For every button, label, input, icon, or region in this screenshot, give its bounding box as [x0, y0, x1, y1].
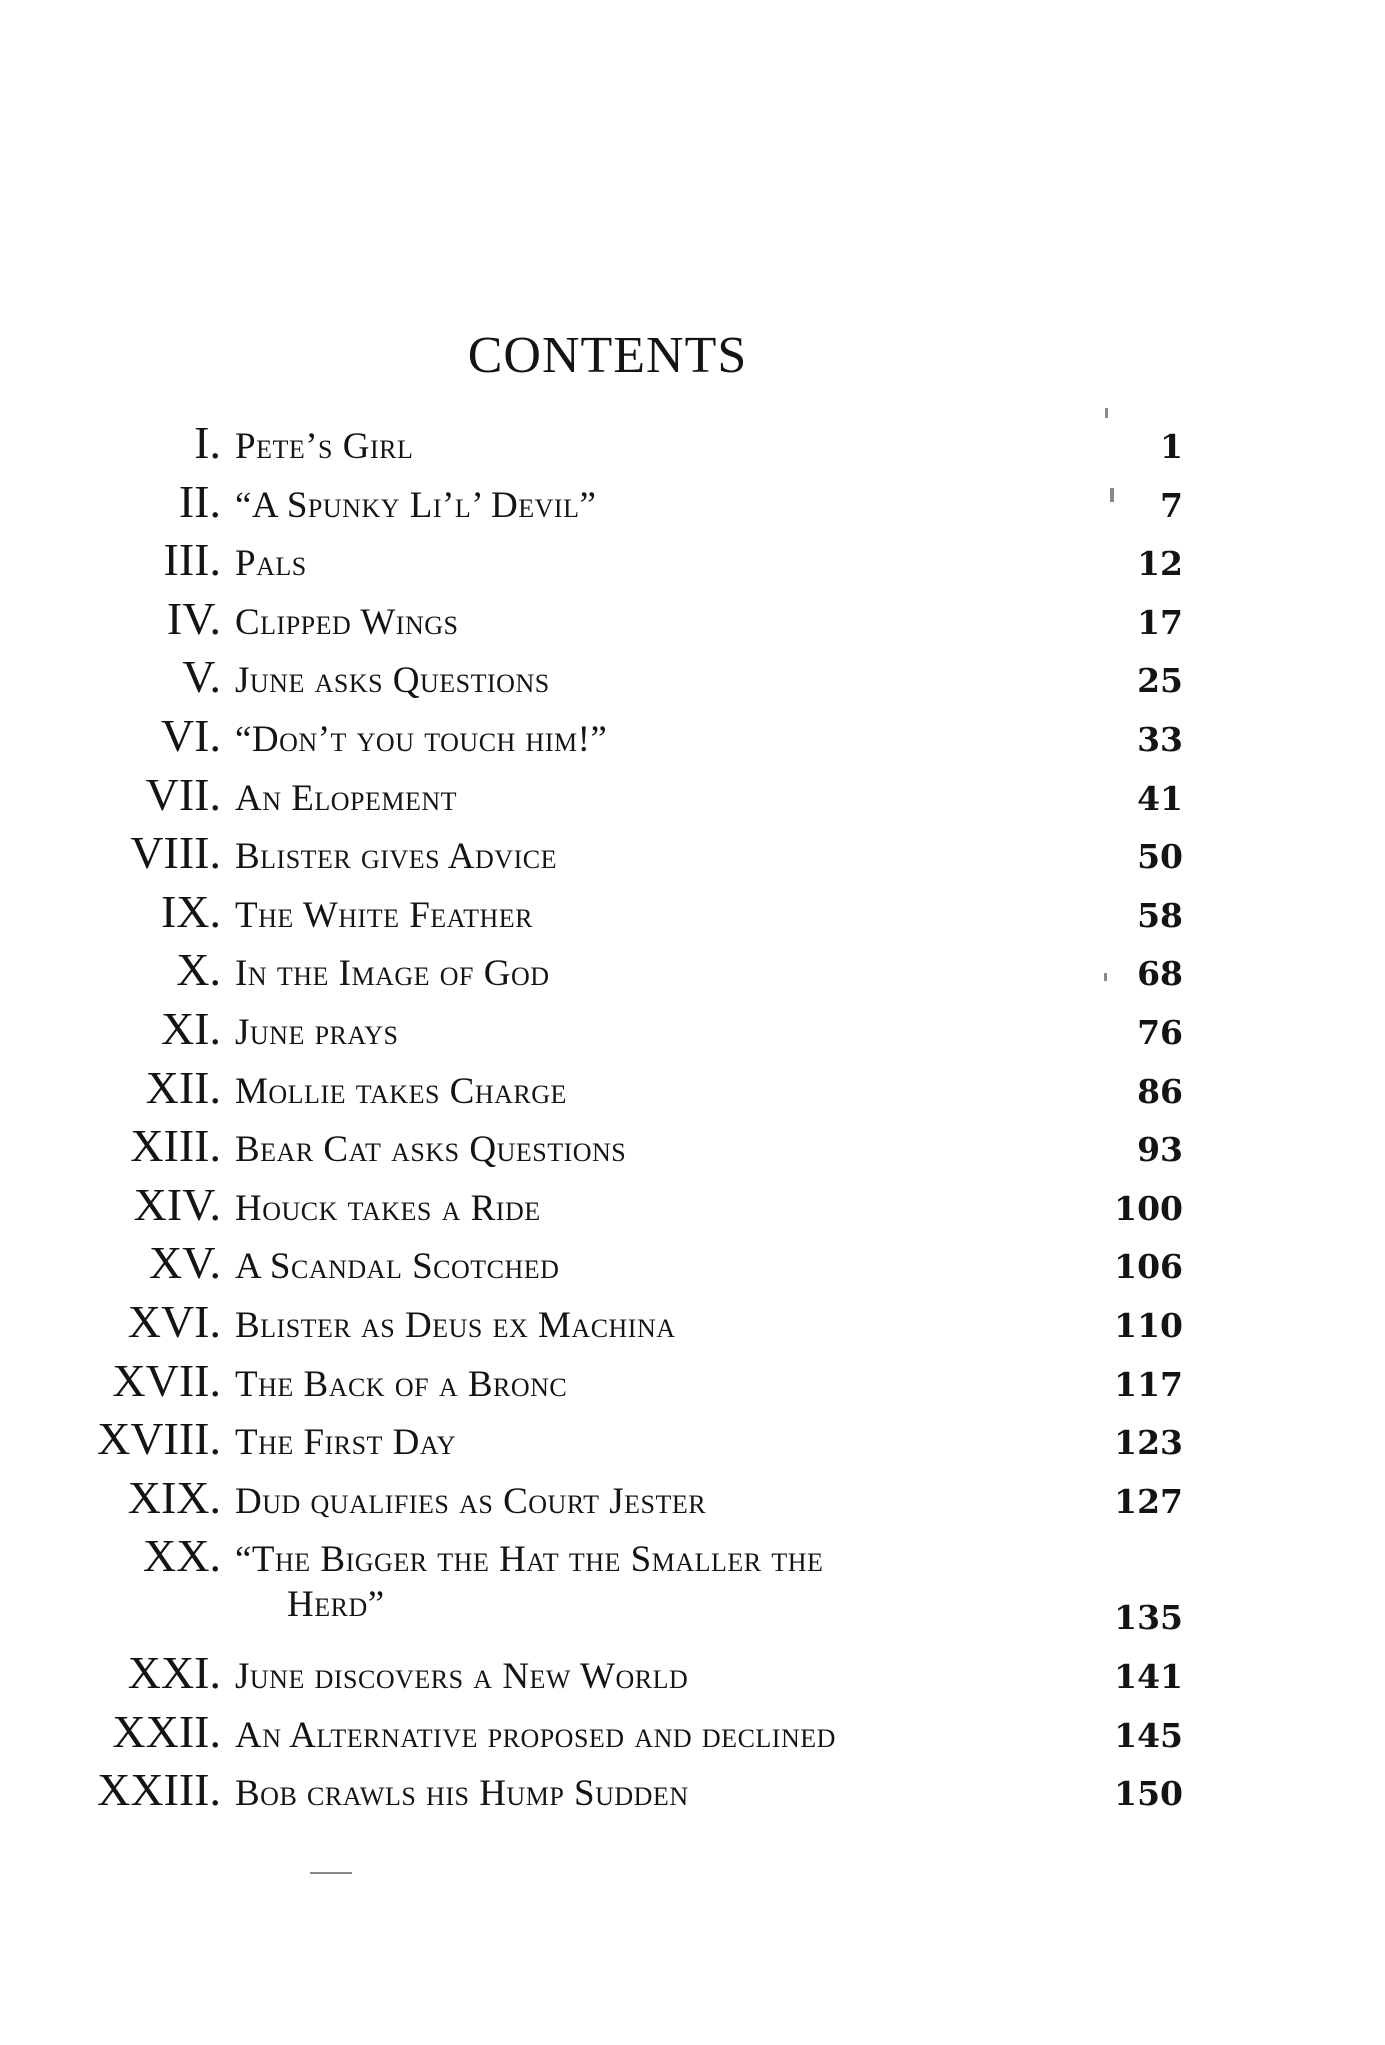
- page-number: 1: [1160, 427, 1183, 466]
- chapter-number: VII.: [145, 768, 221, 820]
- chapter-title: “A Spunky Li’l’ Devil”: [235, 484, 597, 526]
- chapter-number: VI.: [160, 709, 221, 761]
- chapter-number: XXII.: [112, 1705, 221, 1757]
- toc-entry: [0, 534, 1385, 596]
- page-number: 25: [1137, 661, 1183, 701]
- chapter-title: Bear Cat asks Questions: [235, 1129, 627, 1171]
- chapter-title: The Back of a Bronc: [235, 1363, 568, 1405]
- toc-entry: [0, 651, 1385, 713]
- page-number: 17: [1137, 602, 1183, 642]
- chapter-number: XVI.: [127, 1295, 221, 1347]
- scan-artifact: [1110, 488, 1114, 502]
- chapter-number: XVII.: [112, 1354, 221, 1406]
- page-number: 7: [1160, 485, 1183, 525]
- scan-artifact: [310, 1872, 352, 1874]
- chapter-number: XXIII.: [97, 1764, 221, 1816]
- toc-entry: [0, 1120, 1385, 1182]
- page-number: 58: [1137, 895, 1183, 935]
- chapter-title: Bob crawls his Hump Sudden: [235, 1773, 689, 1815]
- chapter-title: In the Image of God: [235, 953, 550, 995]
- chapter-title: A Scandal Scotched: [235, 1246, 560, 1288]
- page-number: 110: [1114, 1305, 1183, 1345]
- chapter-title: Houck takes a Ride: [235, 1187, 541, 1229]
- chapter-number: IV.: [166, 592, 221, 644]
- toc-entry: [0, 1237, 1385, 1299]
- toc-entry: [0, 592, 1385, 655]
- toc-entry: [0, 885, 1385, 948]
- chapter-title-line: “The Bigger the Hat the Smaller the: [235, 1539, 824, 1581]
- chapter-number: III.: [163, 534, 221, 586]
- chapter-number: XVIII.: [97, 1413, 221, 1465]
- page-title: CONTENTS: [467, 327, 748, 384]
- chapter-title: [235, 1537, 1065, 1627]
- chapter-number: X.: [176, 944, 221, 996]
- chapter-number: V.: [182, 651, 221, 703]
- chapter-title: Dud qualifies as Court Jester: [235, 1480, 707, 1522]
- table-of-contents: [0, 417, 1385, 1826]
- toc-entry: [0, 1647, 1385, 1709]
- page-number: 41: [1137, 778, 1183, 818]
- page-number: 93: [1137, 1130, 1183, 1170]
- chapter-title: June discovers a New World: [235, 1656, 689, 1698]
- chapter-number: XIV.: [133, 1178, 221, 1230]
- toc-entry: [0, 475, 1385, 538]
- toc-entry: [0, 944, 1385, 1006]
- scan-artifact: [1104, 973, 1107, 981]
- chapter-number: I.: [194, 417, 221, 468]
- page-number: 68: [1137, 954, 1183, 994]
- chapter-title-continuation: Herd”: [287, 1584, 385, 1626]
- page-number: 50: [1137, 837, 1183, 877]
- chapter-number: XII.: [145, 1061, 221, 1113]
- chapter-title: Mollie takes Charge: [235, 1070, 567, 1112]
- page-number: 117: [1114, 1364, 1183, 1404]
- toc-entry: [0, 768, 1385, 831]
- scan-artifact: [1105, 408, 1108, 418]
- chapter-title: The First Day: [235, 1422, 457, 1464]
- page-number: 12: [1137, 544, 1183, 584]
- toc-entry: [0, 827, 1385, 889]
- chapter-title: June asks Questions: [235, 660, 550, 702]
- chapter-title: June prays: [235, 1011, 399, 1053]
- toc-entry: [0, 1413, 1385, 1475]
- toc-entry: [0, 1061, 1385, 1124]
- toc-entry: [0, 1705, 1385, 1768]
- chapter-title: Clipped Wings: [235, 601, 459, 643]
- toc-entry: [0, 417, 1385, 479]
- chapter-number: XI.: [160, 1002, 221, 1054]
- toc-entry: [0, 1295, 1385, 1358]
- chapter-title: Blister as Deus ex Machina: [235, 1304, 676, 1346]
- chapter-title: “Don’t you touch him!”: [235, 718, 608, 760]
- page-number: 123: [1114, 1423, 1183, 1463]
- chapter-title: The White Feather: [235, 894, 533, 936]
- toc-entry: [0, 1764, 1385, 1826]
- page-number: 33: [1137, 719, 1183, 759]
- page-number: 150: [1114, 1774, 1183, 1814]
- toc-entry: [0, 1471, 1385, 1534]
- toc-entry: [0, 1002, 1385, 1065]
- chapter-title: An Alternative proposed and declined: [235, 1714, 836, 1756]
- page-number: 100: [1114, 1188, 1183, 1228]
- page-number: 135: [1114, 1598, 1183, 1638]
- page-number: 106: [1114, 1247, 1183, 1287]
- chapter-number: XIII.: [130, 1120, 221, 1172]
- chapter-title: An Elopement: [235, 777, 458, 819]
- chapter-number: XXI.: [127, 1647, 221, 1699]
- page-number: 141: [1114, 1657, 1183, 1697]
- page-number: 76: [1137, 1012, 1183, 1052]
- page-number: 127: [1114, 1481, 1183, 1521]
- chapter-number: IX.: [160, 885, 221, 937]
- chapter-number: XX.: [143, 1530, 221, 1582]
- page-number: 86: [1137, 1071, 1183, 1111]
- chapter-number: VIII.: [130, 827, 221, 879]
- chapter-number: XV.: [148, 1237, 221, 1289]
- toc-entry: [0, 709, 1385, 772]
- chapter-number: XIX.: [127, 1471, 221, 1523]
- chapter-title: Pals: [235, 543, 307, 585]
- page-number: 145: [1114, 1715, 1183, 1755]
- toc-entry: [0, 1354, 1385, 1417]
- toc-entry: [0, 1530, 1385, 1650]
- toc-entry: [0, 1178, 1385, 1241]
- chapter-title: Pete’s Girl: [235, 426, 414, 467]
- chapter-number: II.: [178, 475, 221, 527]
- chapter-title: Blister gives Advice: [235, 836, 557, 878]
